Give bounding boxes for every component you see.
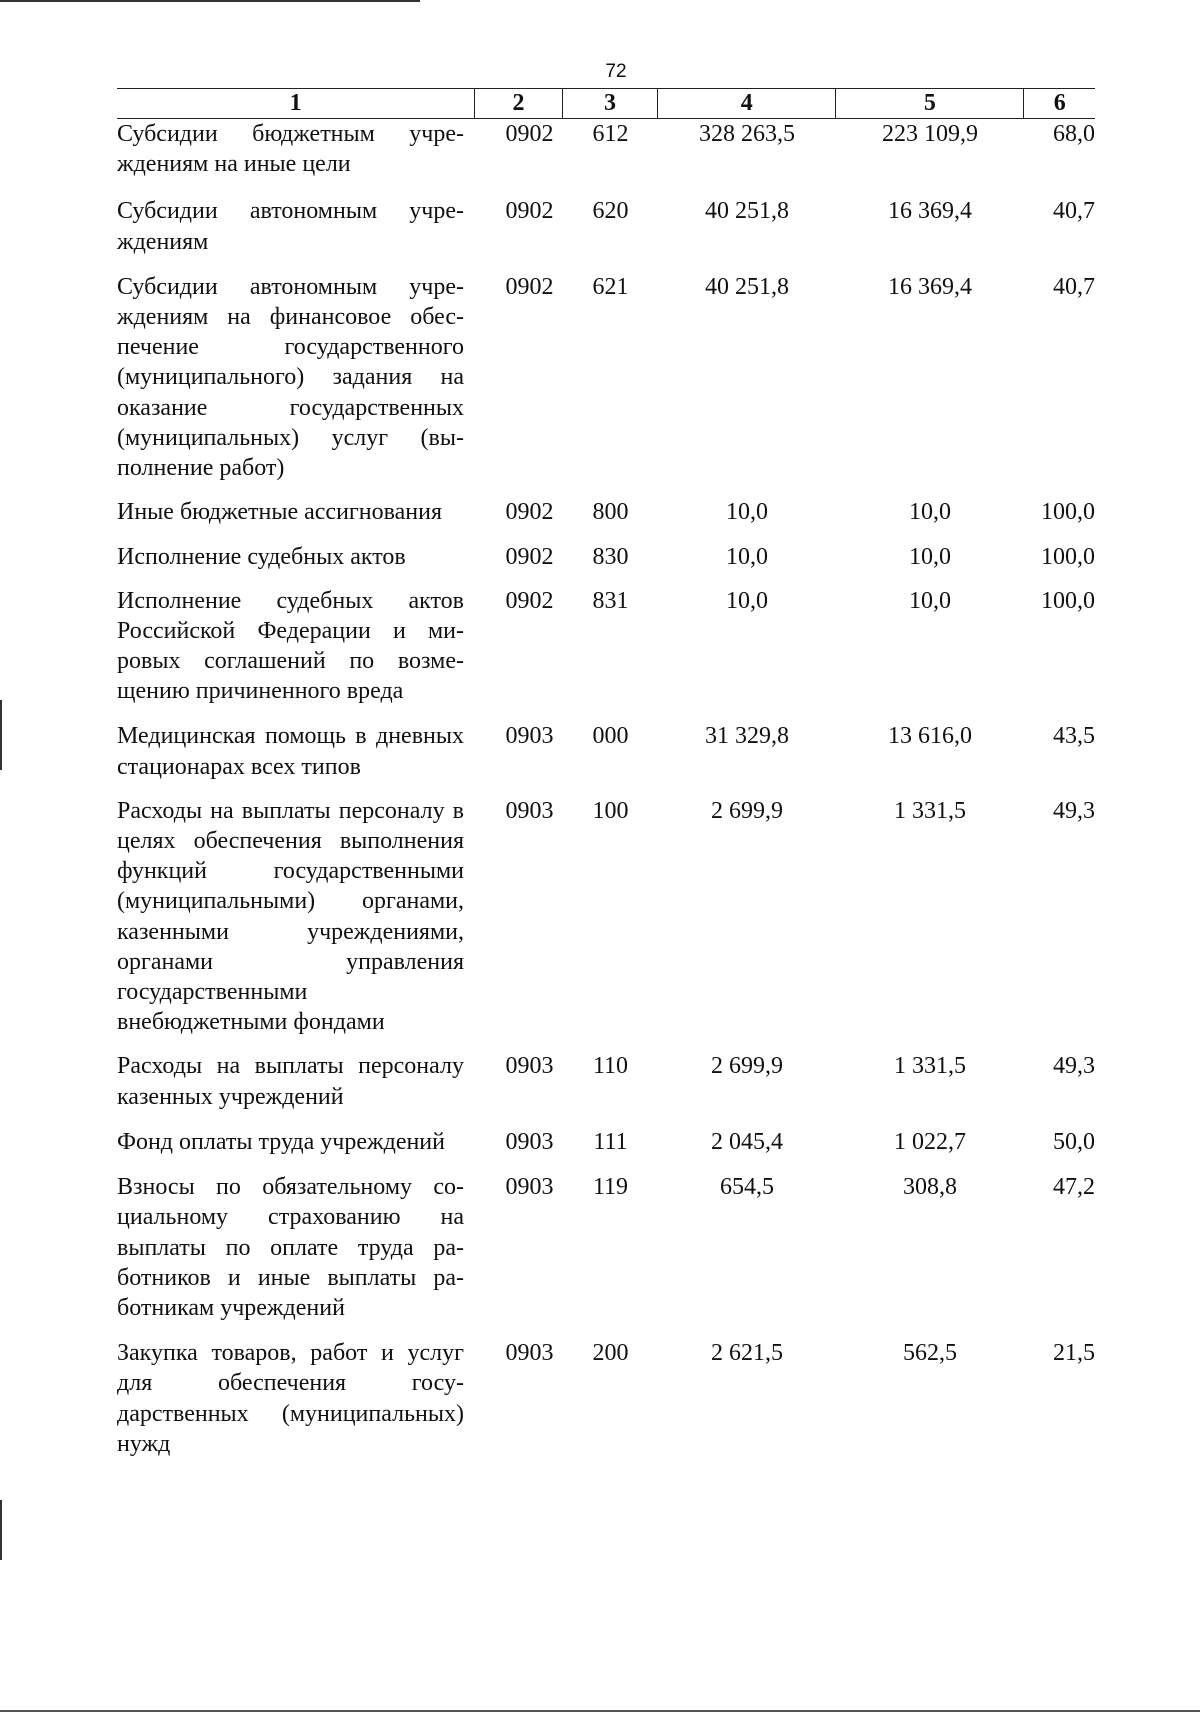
row-plan: 40 251,8 — [705, 198, 789, 225]
row-type: 111 — [593, 1128, 628, 1155]
row-name: Иные бюджетные ассигнования — [117, 499, 442, 526]
table-row — [117, 497, 1095, 527]
row-percent: 50,0 — [1053, 1128, 1095, 1155]
table-row — [117, 586, 1095, 707]
row-percent: 68,0 — [1053, 121, 1095, 147]
row-section: 0902 — [505, 544, 554, 571]
page-number: 72 — [605, 61, 627, 82]
row-name: Субсидии автономным учреждениям — [117, 198, 464, 255]
table-row — [117, 1051, 1095, 1111]
row-plan: 2 699,9 — [711, 1053, 783, 1080]
row-plan: 654,5 — [720, 1174, 774, 1201]
row-fact: 1 022,7 — [894, 1128, 966, 1155]
row-type: 800 — [592, 499, 629, 526]
row-percent: 21,5 — [1053, 1340, 1095, 1367]
row-section: 0902 — [505, 121, 554, 147]
row-section: 0902 — [505, 273, 554, 300]
row-fact: 16 369,4 — [888, 273, 972, 300]
scan-edge-left-upper — [0, 700, 2, 770]
row-percent: 49,3 — [1053, 1053, 1095, 1080]
row-type: 200 — [592, 1340, 629, 1367]
row-type: 119 — [592, 1174, 629, 1201]
header-col-6: 6 — [1023, 89, 1095, 118]
row-name: Субсидии автономным учреждениям на финансовое обеспечение государственного (муниципального) задания на оказание государственных (муниципальных) услуг (выполнение работ) — [117, 273, 464, 482]
row-section: 0903 — [505, 1128, 554, 1155]
row-plan: 2 621,5 — [711, 1340, 783, 1367]
row-name: Субсидии бюджетным учреждениям на иные цели — [117, 121, 464, 178]
row-percent: 40,7 — [1053, 273, 1095, 300]
row-name: Медицинская помощь в дневных стационарах всех типов — [117, 723, 464, 780]
row-percent: 49,3 — [1053, 797, 1095, 824]
row-plan: 328 263,5 — [699, 121, 795, 147]
row-type: 000 — [592, 723, 629, 750]
row-section: 0903 — [505, 1174, 554, 1201]
table-row — [117, 796, 1095, 1038]
table-row — [117, 196, 1095, 256]
row-percent: 43,5 — [1053, 723, 1095, 750]
row-type: 100 — [592, 797, 629, 824]
row-fact: 1 331,5 — [894, 1053, 966, 1080]
row-percent: 47,2 — [1053, 1174, 1095, 1201]
row-type: 110 — [592, 1053, 629, 1080]
row-fact: 10,0 — [909, 587, 951, 614]
header-col-4: 4 — [657, 89, 835, 118]
row-name: Взносы по обязательному социальному страхованию на выплаты по оплате труда работников и иные выплаты работникам учреждений — [117, 1174, 464, 1321]
table-row — [117, 1127, 1095, 1157]
row-percent: 100,0 — [1041, 544, 1095, 571]
table-header-row — [117, 88, 1095, 119]
table-row — [117, 1172, 1095, 1323]
row-name: Фонд оплаты труда учреждений — [117, 1128, 445, 1155]
row-fact: 10,0 — [909, 499, 951, 526]
header-col-1: 1 — [289, 90, 302, 116]
row-name: Закупка товаров, работ и услуг для обеспечения государственных (муниципальных) нужд — [117, 1340, 464, 1457]
row-plan: 40 251,8 — [705, 273, 789, 300]
row-section: 0902 — [505, 587, 554, 614]
row-section: 0902 — [505, 198, 554, 225]
header-col-2: 2 — [474, 89, 562, 118]
row-plan: 10,0 — [726, 544, 768, 571]
row-plan: 10,0 — [726, 499, 768, 526]
header-col-5: 5 — [835, 89, 1023, 118]
row-fact: 13 616,0 — [888, 723, 972, 750]
row-name: Исполнение судебных актов — [117, 544, 406, 571]
row-plan: 2 699,9 — [711, 797, 783, 824]
row-plan: 31 329,8 — [705, 723, 789, 750]
row-section: 0903 — [505, 1053, 554, 1080]
row-type: 620 — [592, 198, 629, 225]
header-col-3: 3 — [562, 89, 658, 118]
row-type: 831 — [592, 587, 629, 614]
row-fact: 308,8 — [903, 1174, 957, 1201]
budget-table — [117, 88, 1095, 1459]
row-fact: 10,0 — [909, 544, 951, 571]
row-name: Расходы на выплаты персоналу в целях обеспечения выполнения функций государственными (муниципальными) органами, казенными учреждениями, органами управления государственными внебюджетными фондами — [117, 797, 464, 1036]
scan-edge-top — [0, 0, 420, 2]
row-plan: 10,0 — [726, 587, 768, 614]
row-section: 0903 — [505, 797, 554, 824]
table-row — [117, 272, 1095, 483]
row-name: Расходы на выплаты персоналу казенных учреждений — [117, 1053, 464, 1110]
table-row — [117, 721, 1095, 781]
row-percent: 100,0 — [1041, 587, 1095, 614]
row-percent: 40,7 — [1053, 198, 1095, 225]
row-fact: 223 109,9 — [882, 121, 978, 147]
row-type: 621 — [592, 273, 629, 300]
row-fact: 16 369,4 — [888, 198, 972, 225]
row-section: 0903 — [505, 1340, 554, 1367]
row-section: 0903 — [505, 723, 554, 750]
scan-edge-left-lower — [0, 1500, 2, 1560]
row-fact: 1 331,5 — [894, 797, 966, 824]
table-row — [117, 542, 1095, 572]
row-type: 612 — [592, 121, 629, 147]
row-name: Исполнение судебных актов Российской Федерации и мировых соглашений по возмещению причиненного вреда — [117, 587, 464, 705]
row-plan: 2 045,4 — [711, 1128, 783, 1155]
row-fact: 562,5 — [903, 1340, 957, 1367]
table-row — [117, 1338, 1095, 1459]
table-row — [117, 119, 1095, 179]
row-type: 830 — [592, 544, 629, 571]
row-percent: 100,0 — [1041, 499, 1095, 526]
row-section: 0902 — [505, 499, 554, 526]
